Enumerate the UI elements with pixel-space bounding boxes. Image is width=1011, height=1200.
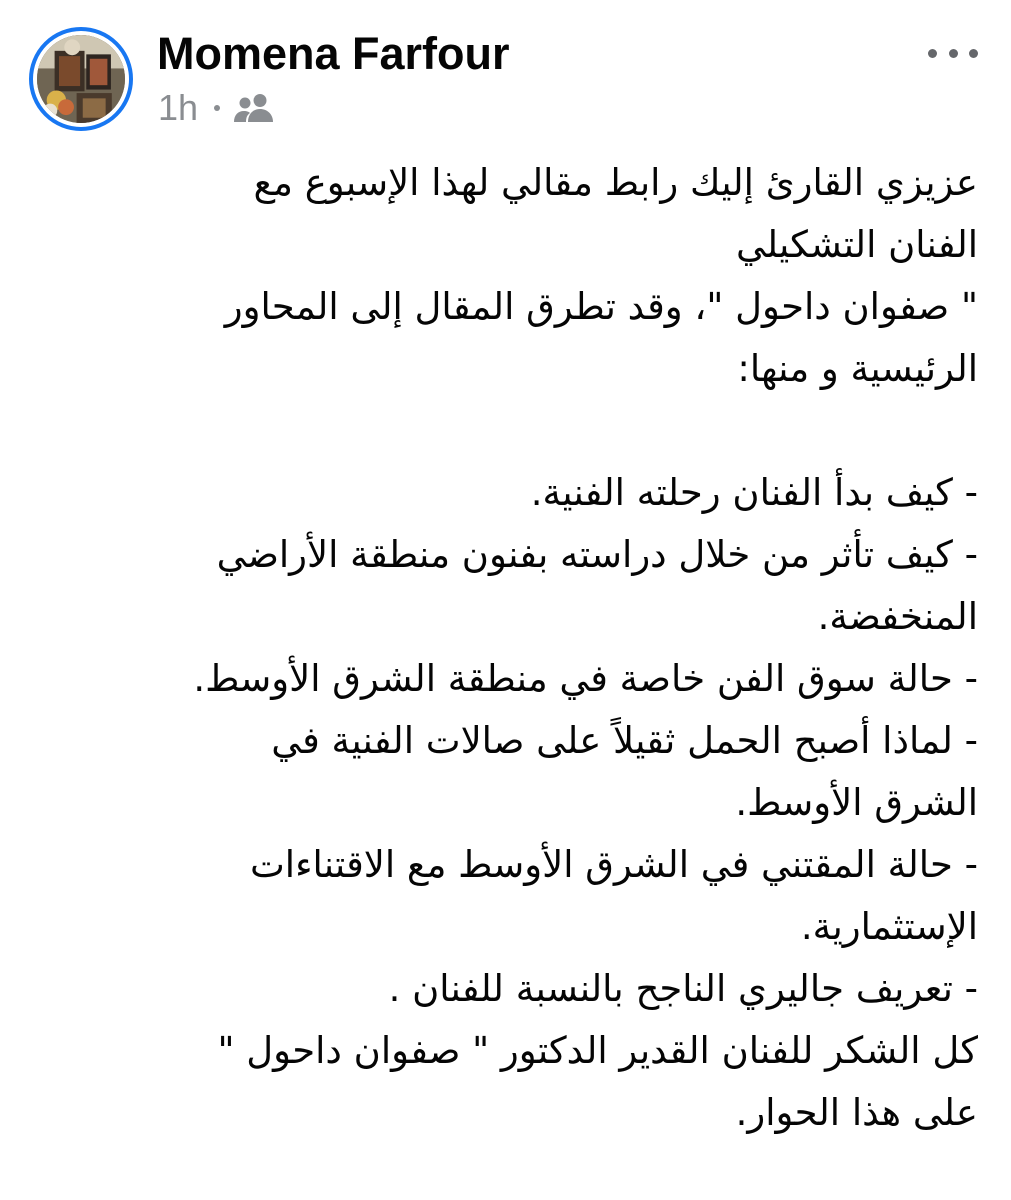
more-dot-icon bbox=[969, 49, 978, 58]
more-dot-icon bbox=[949, 49, 958, 58]
post-meta bbox=[158, 84, 275, 132]
avatar-image bbox=[37, 35, 125, 123]
author-name[interactable]: Momena Farfour bbox=[157, 28, 510, 79]
more-options-button[interactable] bbox=[928, 38, 978, 68]
post-text-line: - لماذا أصبح الحمل ثقيلاً على صالات الفنية في bbox=[271, 719, 978, 762]
post-text-line: كل الشكر للفنان القدير الدكتور " صفوان داحول " bbox=[217, 1029, 978, 1072]
more-dot-icon bbox=[928, 49, 937, 58]
post-text-line: - تعريف جاليري الناجح بالنسبة للفنان . bbox=[388, 967, 978, 1010]
post-text-line: " صفوان داحول "، وقد تطرق المقال إلى المحاور bbox=[224, 285, 978, 328]
post-header bbox=[0, 0, 1011, 140]
post-text-line: الفنان التشكيلي bbox=[735, 223, 978, 266]
post-text-line: - كيف تأثر من خلال دراسته بفنون منطقة الأراضي bbox=[216, 533, 978, 576]
post-timestamp[interactable]: 1h bbox=[158, 87, 199, 128]
avatar[interactable] bbox=[29, 27, 133, 131]
post-text-line: الإستثمارية. bbox=[800, 905, 978, 948]
avatar-photo-icon bbox=[37, 35, 125, 123]
post-text-line: - كيف بدأ الفنان رحلته الفنية. bbox=[530, 471, 978, 514]
post-text-line: على هذا الحوار. bbox=[735, 1091, 978, 1134]
post-text-line: - حالة سوق الفن خاصة في منطقة الشرق الأوسط. bbox=[193, 657, 978, 700]
post-text-line: المنخفضة. bbox=[817, 595, 978, 638]
post-text-line: - حالة المقتني في الشرق الأوسط مع الاقتناءات bbox=[249, 843, 978, 886]
post-text bbox=[30, 152, 978, 1144]
post-text-line: عزيزي القارئ إليك رابط مقالي لهذا الإسبوع مع bbox=[253, 161, 978, 204]
post-text-line: الشرق الأوسط. bbox=[735, 781, 978, 824]
post-text-line: الرئيسية و منها: bbox=[737, 347, 978, 390]
meta-separator-dot bbox=[214, 105, 220, 111]
friends-icon[interactable] bbox=[233, 93, 275, 123]
post-text-line bbox=[30, 400, 978, 462]
